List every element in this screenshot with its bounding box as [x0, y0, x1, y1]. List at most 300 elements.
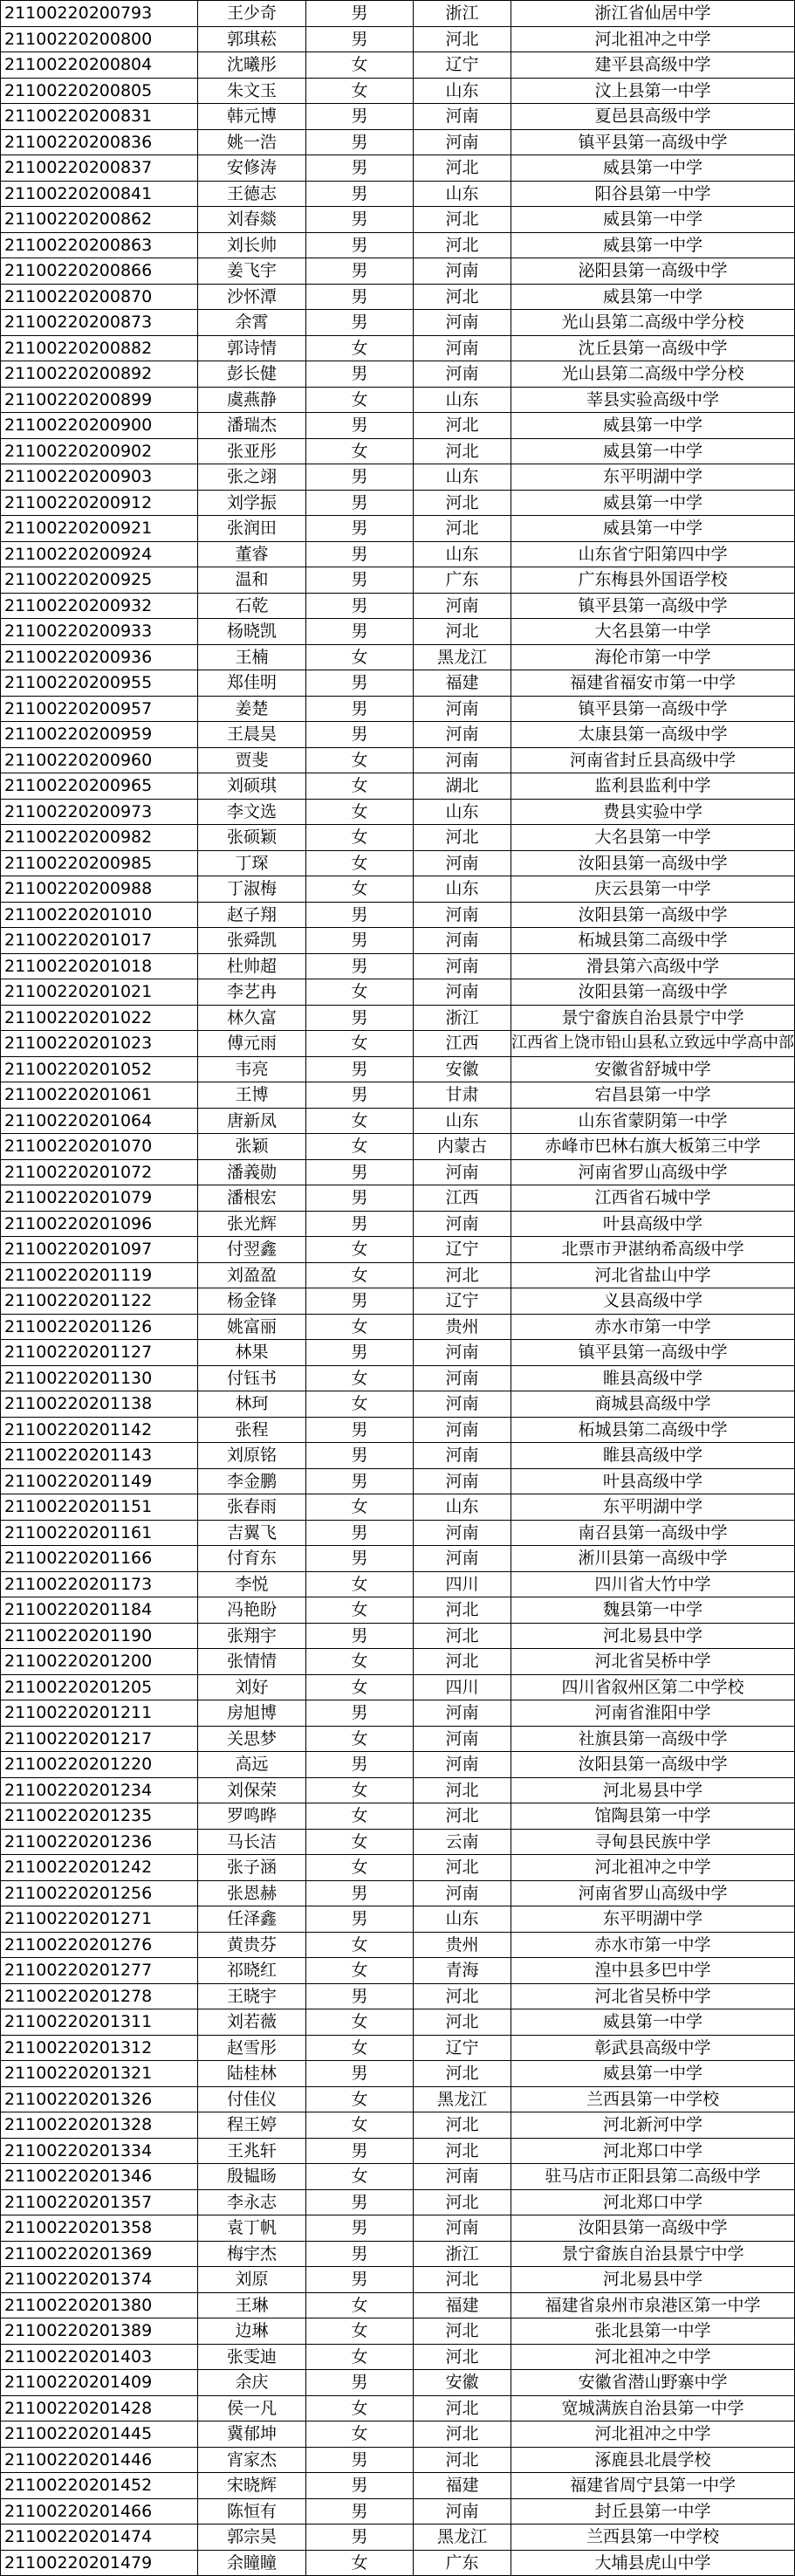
gender-cell: 男 [306, 181, 414, 207]
name-cell: 余庆 [198, 2370, 306, 2396]
table-row [1, 2035, 795, 2061]
gender-cell: 女 [306, 2086, 414, 2112]
table-row [1, 1777, 795, 1803]
name-cell: 张之翊 [198, 464, 306, 491]
province-cell: 河北 [414, 207, 511, 233]
student-id-cell: 21100220201217 [1, 1726, 198, 1752]
name-cell: 李悦 [198, 1571, 306, 1597]
table-row [1, 1108, 795, 1134]
school-cell: 镇平县第一高级中学 [511, 129, 795, 155]
student-id-cell: 21100220201173 [1, 1571, 198, 1597]
gender-cell: 男 [306, 2189, 414, 2215]
student-id-cell: 21100220201445 [1, 2421, 198, 2448]
gender-cell: 男 [306, 1082, 414, 1109]
table-row [1, 26, 795, 52]
name-cell: 郭琪菘 [198, 26, 306, 52]
school-cell: 南召县第一高级中学 [511, 1520, 795, 1546]
name-cell: 李艺冉 [198, 979, 306, 1006]
province-cell: 河南 [414, 1159, 511, 1185]
province-cell: 山东 [414, 799, 511, 825]
student-id-cell: 21100220200982 [1, 825, 198, 851]
province-cell: 河北 [414, 1597, 511, 1624]
table-row [1, 2215, 795, 2242]
name-cell: 张子涵 [198, 1855, 306, 1881]
name-cell: 程王婷 [198, 2112, 306, 2139]
gender-cell: 女 [306, 773, 414, 800]
school-cell: 江西省上饶市铅山县私立致远中学高中部 [511, 1031, 795, 1057]
student-id-cell: 21100220201122 [1, 1288, 198, 1315]
province-cell: 河北 [414, 438, 511, 464]
student-id-cell: 21100220201357 [1, 2189, 198, 2215]
province-cell: 河北 [414, 1983, 511, 2009]
school-cell: 江西省石城中学 [511, 1185, 795, 1212]
province-cell: 辽宁 [414, 2035, 511, 2061]
name-cell: 刘学振 [198, 490, 306, 516]
name-cell: 关思梦 [198, 1726, 306, 1752]
gender-cell: 男 [306, 516, 414, 542]
name-cell: 房旭博 [198, 1700, 306, 1727]
school-cell: 汝阳县第一高级中学 [511, 850, 795, 876]
gender-cell: 男 [306, 1005, 414, 1031]
name-cell: 石乾 [198, 593, 306, 619]
table-row [1, 747, 795, 773]
name-cell: 付佳仪 [198, 2086, 306, 2112]
table-row [1, 619, 795, 645]
table-row [1, 773, 795, 800]
school-cell: 威县第一中学 [511, 516, 795, 542]
gender-cell: 女 [306, 1829, 414, 1855]
school-cell: 河北祖冲之中学 [511, 1855, 795, 1881]
gender-cell: 男 [306, 413, 414, 439]
school-cell: 威县第一中学 [511, 207, 795, 233]
school-cell: 安徽省舒城中学 [511, 1056, 795, 1082]
gender-cell: 男 [306, 2498, 414, 2524]
province-cell: 福建 [414, 670, 511, 697]
name-cell: 郭诗情 [198, 335, 306, 361]
school-cell: 安徽省潜山野寨中学 [511, 2370, 795, 2396]
gender-cell: 男 [306, 696, 414, 722]
student-id-cell: 21100220201079 [1, 1185, 198, 1212]
gender-cell: 女 [306, 2292, 414, 2318]
province-cell: 河北 [414, 825, 511, 851]
student-id-cell: 21100220200973 [1, 799, 198, 825]
gender-cell: 女 [306, 1314, 414, 1340]
province-cell: 河北 [414, 2061, 511, 2087]
student-id-cell: 21100220201235 [1, 1803, 198, 1830]
gender-cell: 男 [306, 928, 414, 954]
student-id-cell: 21100220200831 [1, 104, 198, 130]
table-row [1, 335, 795, 361]
gender-cell: 男 [306, 953, 414, 979]
student-id-cell: 21100220201149 [1, 1468, 198, 1494]
school-cell: 赤水市第一中学 [511, 1932, 795, 1958]
province-cell: 河北 [414, 1649, 511, 1675]
gender-cell: 女 [306, 1031, 414, 1057]
school-cell: 汝阳县第一高级中学 [511, 979, 795, 1006]
province-cell: 安徽 [414, 2370, 511, 2396]
student-id-cell: 21100220200863 [1, 232, 198, 258]
table-row [1, 2189, 795, 2215]
school-cell: 镇平县第一高级中学 [511, 696, 795, 722]
name-cell: 林久富 [198, 1005, 306, 1031]
student-id-cell: 21100220201321 [1, 2061, 198, 2087]
gender-cell: 男 [306, 155, 414, 182]
school-cell: 光山县第二高级中学分校 [511, 310, 795, 336]
gender-cell: 女 [306, 2009, 414, 2036]
school-cell: 大埔县虎山中学 [511, 2550, 795, 2576]
province-cell: 黑龙江 [414, 2524, 511, 2551]
province-cell: 广东 [414, 567, 511, 594]
school-cell: 大名县第一中学 [511, 619, 795, 645]
gender-cell: 女 [306, 876, 414, 903]
table-row [1, 1906, 795, 1933]
table-row [1, 1443, 795, 1469]
province-cell: 浙江 [414, 1005, 511, 1031]
student-id-cell: 21100220201023 [1, 1031, 198, 1057]
province-cell: 河南 [414, 722, 511, 748]
table-row [1, 979, 795, 1006]
gender-cell: 男 [306, 2524, 414, 2551]
gender-cell: 男 [306, 1056, 414, 1082]
name-cell: 丁琛 [198, 850, 306, 876]
student-id-cell: 21100220200955 [1, 670, 198, 697]
school-cell: 河南省罗山高级中学 [511, 1159, 795, 1185]
table-row [1, 1314, 795, 1340]
gender-cell: 男 [306, 902, 414, 928]
name-cell: 王德志 [198, 181, 306, 207]
school-cell: 河北郑口中学 [511, 2138, 795, 2164]
student-id-cell: 21100220200925 [1, 567, 198, 594]
student-id-cell: 21100220201369 [1, 2241, 198, 2267]
student-id-cell: 21100220201138 [1, 1391, 198, 1418]
province-cell: 山东 [414, 1108, 511, 1134]
table-row [1, 2267, 795, 2293]
gender-cell: 男 [306, 2138, 414, 2164]
table-row [1, 2241, 795, 2267]
name-cell: 宵家杰 [198, 2447, 306, 2473]
table-row [1, 1700, 795, 1727]
school-cell: 莘县实验高级中学 [511, 387, 795, 413]
school-cell: 河北祖冲之中学 [511, 26, 795, 52]
student-id-cell: 21100220201119 [1, 1262, 198, 1288]
student-id-cell: 21100220200933 [1, 619, 198, 645]
gender-cell: 男 [306, 1340, 414, 1366]
province-cell: 江西 [414, 1185, 511, 1212]
name-cell: 王少奇 [198, 1, 306, 27]
school-cell: 建平县高级中学 [511, 52, 795, 79]
table-row [1, 52, 795, 79]
school-cell: 汝阳县第一高级中学 [511, 1752, 795, 1778]
name-cell: 陈恒有 [198, 2498, 306, 2524]
school-cell: 睢县高级中学 [511, 1365, 795, 1391]
school-cell: 东平明湖中学 [511, 464, 795, 491]
name-cell: 张亚彤 [198, 438, 306, 464]
name-cell: 李永志 [198, 2189, 306, 2215]
school-cell: 淅川县第一高级中学 [511, 1546, 795, 1572]
student-id-cell: 21100220201096 [1, 1211, 198, 1237]
school-cell: 义县高级中学 [511, 1288, 795, 1315]
gender-cell: 男 [306, 1, 414, 27]
name-cell: 安修涛 [198, 155, 306, 182]
student-id-cell: 21100220201061 [1, 1082, 198, 1109]
student-id-cell: 21100220200985 [1, 850, 198, 876]
province-cell: 黑龙江 [414, 644, 511, 670]
name-cell: 付育东 [198, 1546, 306, 1572]
student-id-cell: 21100220201311 [1, 2009, 198, 2036]
student-id-cell: 21100220201358 [1, 2215, 198, 2242]
province-cell: 河北 [414, 2009, 511, 2036]
table-row [1, 361, 795, 388]
name-cell: 彭长健 [198, 361, 306, 388]
student-id-cell: 21100220201276 [1, 1932, 198, 1958]
gender-cell: 男 [306, 2061, 414, 2087]
student-id-cell: 21100220201017 [1, 928, 198, 954]
table-row [1, 2292, 795, 2318]
school-cell: 宽城满族自治县第一中学 [511, 2395, 795, 2421]
gender-cell: 女 [306, 1108, 414, 1134]
student-id-cell: 21100220201479 [1, 2550, 198, 2576]
gender-cell: 女 [306, 1649, 414, 1675]
student-id-cell: 21100220201190 [1, 1623, 198, 1649]
school-cell: 馆陶县第一中学 [511, 1803, 795, 1830]
name-cell: 付钰书 [198, 1365, 306, 1391]
student-id-cell: 21100220200900 [1, 413, 198, 439]
student-id-cell: 21100220200805 [1, 78, 198, 104]
province-cell: 福建 [414, 2292, 511, 2318]
gender-cell: 男 [306, 1700, 414, 1727]
student-id-cell: 21100220200841 [1, 181, 198, 207]
table-row [1, 2086, 795, 2112]
table-row [1, 2370, 795, 2396]
gender-cell: 男 [306, 1623, 414, 1649]
gender-cell: 男 [306, 2370, 414, 2396]
province-cell: 江西 [414, 1031, 511, 1057]
name-cell: 张翔宇 [198, 1623, 306, 1649]
table-row [1, 438, 795, 464]
student-id-cell: 21100220200866 [1, 258, 198, 285]
province-cell: 辽宁 [414, 52, 511, 79]
province-cell: 河北 [414, 413, 511, 439]
student-id-cell: 21100220201200 [1, 1649, 198, 1675]
student-id-cell: 21100220201072 [1, 1159, 198, 1185]
table-row [1, 1829, 795, 1855]
name-cell: 黄贵芬 [198, 1932, 306, 1958]
gender-cell: 女 [306, 1494, 414, 1521]
table-row [1, 2447, 795, 2473]
student-id-cell: 21100220200988 [1, 876, 198, 903]
table-row [1, 1391, 795, 1418]
student-id-cell: 21100220200793 [1, 1, 198, 27]
province-cell: 河北 [414, 490, 511, 516]
table-row [1, 1520, 795, 1546]
student-id-cell: 21100220201018 [1, 953, 198, 979]
student-id-cell: 21100220200965 [1, 773, 198, 800]
province-cell: 河北 [414, 155, 511, 182]
student-id-cell: 21100220201070 [1, 1134, 198, 1160]
school-cell: 威县第一中学 [511, 413, 795, 439]
name-cell: 姜楚 [198, 696, 306, 722]
gender-cell: 男 [306, 1546, 414, 1572]
school-cell: 赤水市第一中学 [511, 1314, 795, 1340]
table-row [1, 1983, 795, 2009]
gender-cell: 男 [306, 1211, 414, 1237]
school-cell: 镇平县第一高级中学 [511, 1340, 795, 1366]
gender-cell: 男 [306, 1906, 414, 1933]
gender-cell: 男 [306, 129, 414, 155]
name-cell: 张程 [198, 1417, 306, 1443]
table-row [1, 413, 795, 439]
gender-cell: 女 [306, 2421, 414, 2448]
name-cell: 付翌鑫 [198, 1237, 306, 1263]
table-row [1, 1005, 795, 1031]
gender-cell: 男 [306, 541, 414, 567]
name-cell: 朱文玉 [198, 78, 306, 104]
name-cell: 虞燕静 [198, 387, 306, 413]
gender-cell: 女 [306, 335, 414, 361]
province-cell: 河北 [414, 1855, 511, 1881]
gender-cell: 男 [306, 1417, 414, 1443]
table-row [1, 2421, 795, 2448]
name-cell: 边琳 [198, 2318, 306, 2345]
table-row [1, 1082, 795, 1109]
gender-cell: 女 [306, 78, 414, 104]
school-cell: 河南省罗山高级中学 [511, 1880, 795, 1906]
table-row [1, 1211, 795, 1237]
student-id-cell: 21100220200902 [1, 438, 198, 464]
student-id-cell: 21100220200932 [1, 593, 198, 619]
table-row [1, 2164, 795, 2190]
name-cell: 刘硕琪 [198, 773, 306, 800]
province-cell: 山东 [414, 78, 511, 104]
gender-cell: 男 [306, 593, 414, 619]
student-id-cell: 21100220200836 [1, 129, 198, 155]
province-cell: 河南 [414, 1211, 511, 1237]
table-row [1, 1159, 795, 1185]
gender-cell: 女 [306, 1237, 414, 1263]
name-cell: 王琳 [198, 2292, 306, 2318]
province-cell: 河南 [414, 928, 511, 954]
province-cell: 河南 [414, 902, 511, 928]
student-id-cell: 21100220201271 [1, 1906, 198, 1933]
table-row [1, 1237, 795, 1263]
name-cell: 殷韫旸 [198, 2164, 306, 2190]
province-cell: 河北 [414, 619, 511, 645]
name-cell: 丁淑梅 [198, 876, 306, 903]
school-cell: 湟中县多巴中学 [511, 1958, 795, 1984]
province-cell: 湖北 [414, 773, 511, 800]
table-row [1, 953, 795, 979]
table-row [1, 2318, 795, 2345]
gender-cell: 女 [306, 747, 414, 773]
table-row [1, 1597, 795, 1624]
gender-cell: 男 [306, 2473, 414, 2499]
name-cell: 沈曦彤 [198, 52, 306, 79]
student-id-cell: 21100220201143 [1, 1443, 198, 1469]
gender-cell: 女 [306, 438, 414, 464]
province-cell: 河南 [414, 1417, 511, 1443]
province-cell: 黑龙江 [414, 2086, 511, 2112]
province-cell: 河北 [414, 1623, 511, 1649]
school-cell: 涿鹿县北晨学校 [511, 2447, 795, 2473]
table-row [1, 567, 795, 594]
gender-cell: 男 [306, 1159, 414, 1185]
name-cell: 余霄 [198, 310, 306, 336]
student-id-cell: 21100220200882 [1, 335, 198, 361]
school-cell: 福建省泉州市泉港区第一中学 [511, 2292, 795, 2318]
name-cell: 王楠 [198, 644, 306, 670]
table-row [1, 155, 795, 182]
province-cell: 河北 [414, 1803, 511, 1830]
province-cell: 辽宁 [414, 1288, 511, 1315]
province-cell: 河南 [414, 129, 511, 155]
school-cell: 北票市尹湛纳希高级中学 [511, 1237, 795, 1263]
school-cell: 社旗县第一高级中学 [511, 1726, 795, 1752]
table-row [1, 2061, 795, 2087]
province-cell: 云南 [414, 1829, 511, 1855]
gender-cell: 男 [306, 104, 414, 130]
name-cell: 韦亮 [198, 1056, 306, 1082]
table-row [1, 1365, 795, 1391]
school-cell: 宕昌县第一中学 [511, 1082, 795, 1109]
name-cell: 傅元雨 [198, 1031, 306, 1057]
province-cell: 河南 [414, 979, 511, 1006]
table-row [1, 1, 795, 27]
province-cell: 河南 [414, 258, 511, 285]
province-cell: 河北 [414, 2318, 511, 2345]
student-id-cell: 21100220201127 [1, 1340, 198, 1366]
school-cell: 浙江省仙居中学 [511, 1, 795, 27]
student-id-cell: 21100220201097 [1, 1237, 198, 1263]
gender-cell: 女 [306, 1803, 414, 1830]
province-cell: 河北 [414, 2344, 511, 2370]
student-id-cell: 21100220200899 [1, 387, 198, 413]
table-row [1, 2473, 795, 2499]
student-id-cell: 21100220201328 [1, 2112, 198, 2139]
school-cell: 驻马店市正阳县第二高级中学 [511, 2164, 795, 2190]
school-cell: 泌阳县第一高级中学 [511, 258, 795, 285]
province-cell: 贵州 [414, 1932, 511, 1958]
gender-cell: 女 [306, 850, 414, 876]
gender-cell: 女 [306, 799, 414, 825]
student-id-cell: 21100220201220 [1, 1752, 198, 1778]
name-cell: 刘原铭 [198, 1443, 306, 1469]
school-cell: 威县第一中学 [511, 2061, 795, 2087]
name-cell: 李文选 [198, 799, 306, 825]
student-id-cell: 21100220201326 [1, 2086, 198, 2112]
table-row [1, 1932, 795, 1958]
gender-cell: 男 [306, 1520, 414, 1546]
province-cell: 河南 [414, 104, 511, 130]
table-row [1, 593, 795, 619]
student-id-cell: 21100220201428 [1, 2395, 198, 2421]
gender-cell: 男 [306, 310, 414, 336]
school-cell: 山东省宁阳第四中学 [511, 541, 795, 567]
name-cell: 郑佳明 [198, 670, 306, 697]
province-cell: 河南 [414, 1752, 511, 1778]
school-cell: 海伦市第一中学 [511, 644, 795, 670]
province-cell: 河南 [414, 310, 511, 336]
name-cell: 张光辉 [198, 1211, 306, 1237]
gender-cell: 男 [306, 284, 414, 310]
school-cell: 阳谷县第一中学 [511, 181, 795, 207]
student-id-cell: 21100220201389 [1, 2318, 198, 2345]
table-row [1, 1880, 795, 1906]
gender-cell: 女 [306, 1391, 414, 1418]
table-row [1, 876, 795, 903]
school-cell: 福建省福安市第一中学 [511, 670, 795, 697]
school-cell: 太康县第一高级中学 [511, 722, 795, 748]
gender-cell: 男 [306, 1185, 414, 1212]
